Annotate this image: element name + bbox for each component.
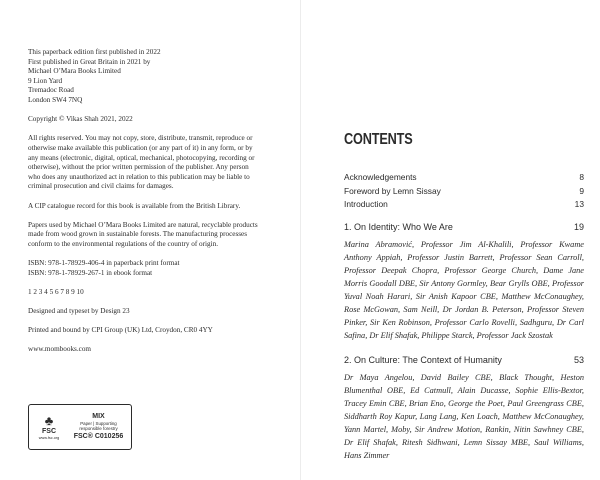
toc-contributor-list: Dr Maya Angelou, David Bailey CBE, Black Thought, Heston Blumenthal OBE, Ed Catmull, Alain Ducasse, Sophie Ellis-Bextor, Tracey Emin CBE, Brian Eno, George the Poet, Paul Greengrass CBE, Siddharth Roy Kapur, Lang Lang, Ken Loach, Matthew McConaughey, Yann Martel, Moby, Sir Andrew Motion, Rankin, Nitin Sawhney CBE, Dr Elif Shafak, Ritesh Sidhwani, Lemn Sissay MBE, Saul Williams, Hans Zimmer: [344, 373, 584, 460]
rights-line: All rights reserved. You may not copy, store, distribute, transmit, reproduce or: [28, 134, 253, 143]
fsc-certification-badge: [28, 404, 132, 450]
tree-check-icon: ♣: [44, 412, 54, 428]
isbn-line: ISBN: 978-1-78929-267-1 in ebook format: [28, 268, 153, 277]
toc-entry-page: 8: [579, 172, 584, 182]
toc-entry-page: 9: [579, 186, 584, 196]
page-gutter: [300, 0, 301, 480]
toc-entry-label: Acknowledgements: [344, 172, 417, 182]
toc-entry[interactable]: [344, 172, 584, 182]
fsc-logo: [29, 405, 69, 449]
rights-line: criminal prosecution and civil claims for damages.: [28, 182, 174, 191]
paper-line: conform to the environmental regulations of the country of origin.: [28, 239, 219, 248]
fsc-label: [69, 405, 131, 449]
fsc-logo-text: FSC: [42, 427, 56, 435]
toc-contributor-list: Marina Abramović, Professor Jim Al-Khalili, Professor Kwame Anthony Appiah, Professor Justin Barrett, Professor Sean Carroll, Professor Deepak Chopra, Professor George Church, Dame Jane Morris Goodall DBE, Sir Antony Gormley, Bear Grylls OBE, Professor Yuval Noah Harari, Sir Anish Kapoor CBE, Matthew McConaughey, Rose McGowan, Sam Neill, Dr Jordan B. Peterson, Professor Steven Pinker, Sir Ken Robinson, Professor Carlo Rovelli, Sadhguru, Dr Carl Safina, Dr Elif Shafak, Philippe Starck, Professor Jack Szostak: [344, 240, 584, 340]
copyright-notice: Copyright © Vikas Shah 2021, 2022: [28, 115, 133, 124]
rights-line: otherwise make available this publication (or any part of it) in any form, or by: [28, 143, 253, 152]
publisher-website: www.mombooks.com: [28, 345, 92, 354]
toc-part-heading[interactable]: [344, 222, 584, 232]
toc-part-label: 2. On Culture: The Context of Humanity: [344, 355, 502, 365]
printing-line: 1 2 3 4 5 6 7 8 9 10: [28, 287, 84, 296]
toc-entry[interactable]: [344, 186, 584, 196]
rights-line: otherwise), without the prior written permission of the publisher. Any person: [28, 163, 249, 172]
printer-credit: Printed and bound by CPI Group (UK) Ltd, Croydon, CR0 4YY: [28, 326, 213, 335]
imprint-line: 9 Lion Yard: [28, 76, 63, 85]
imprint-line: London SW4 7NQ: [28, 95, 83, 104]
imprint-line: First published in Great Britain in 2021 by: [28, 57, 151, 66]
fsc-sub-line: responsible forestry: [79, 426, 118, 431]
toc-part-page: 19: [573, 222, 584, 232]
imprint-line: This paperback edition first published in 2022: [28, 48, 161, 56]
toc-entry-label: Introduction: [344, 199, 388, 209]
toc-entry-page: 13: [574, 199, 584, 209]
cip-notice: A CIP catalogue record for this book is available from the British Library.: [28, 201, 241, 210]
toc-entry-label: Foreword by Lemn Sissay: [344, 186, 441, 196]
fsc-mix-label: MIX: [92, 412, 105, 420]
toc-part-page: 53: [573, 355, 584, 365]
paper-line: made from wood grown in sustainable forests. The manufacturing processes: [28, 230, 248, 239]
imprint-line: Tremadoc Road: [28, 86, 74, 95]
fsc-sub-line: Paper | Supporting: [80, 420, 117, 426]
imprint-line: Michael O’Mara Books Limited: [28, 67, 121, 76]
paper-line: Papers used by Michael O’Mara Books Limited are natural, recyclable products: [28, 220, 258, 229]
rights-line: any means (electronic, digital, optical, mechanical, photocopying, recording or: [28, 153, 255, 162]
toc-part-heading[interactable]: [344, 355, 584, 365]
isbn-line: ISBN: 978-1-78929-406-4 in paperback print format: [28, 259, 180, 268]
rights-line: who does any unauthorized act in relation to this publication may be liable to: [28, 172, 250, 181]
designer-credit: Designed and typeset by Design 23: [28, 307, 130, 316]
toc-entry[interactable]: [344, 199, 584, 209]
fsc-code: FSC® C010256: [73, 433, 124, 441]
toc-part-label: 1. On Identity: Who We Are: [344, 222, 453, 232]
contents-heading: CONTENTS: [344, 131, 413, 148]
copyright-page: [28, 48, 286, 355]
fsc-logo-url: www.fsc.org: [38, 435, 60, 440]
